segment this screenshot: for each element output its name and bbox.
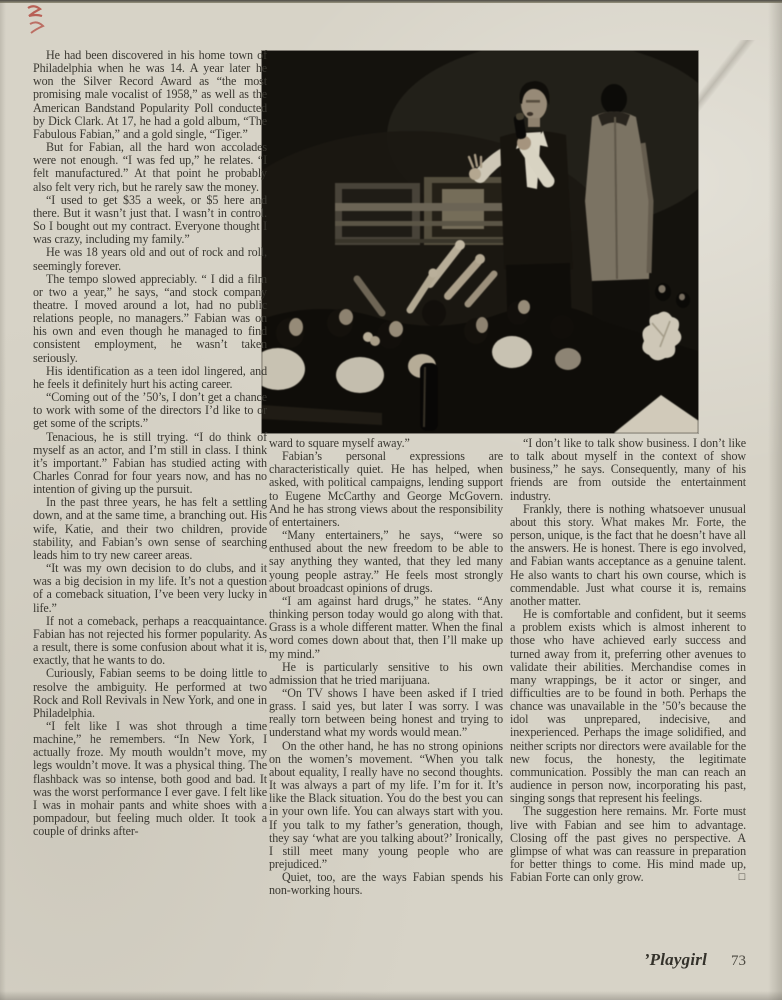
concert-photo [262, 51, 698, 433]
paragraph: He was 18 years old and out of rock and roll, seemingly forever. [33, 245, 267, 273]
paragraph: He is particularly sensitive to his own admission that he tried marijuana. [269, 659, 503, 687]
paragraph [510, 805, 746, 884]
page-left-edge [0, 0, 6, 1000]
paragraph-continuation: ward to square myself away.” [269, 436, 410, 450]
red-pen-mark [24, 2, 54, 38]
paragraph: He is comfortable and confident, but it seems a problem exists which is almost inherent to those who have achieved early success and turned away from it, preferring other avenues to validate their abilities. Merchandise comes in many wrappings, be it actor or singer, and difficulties are to be found in both. Perhaps the chance was unavailable in the ’50’s because the idol was unprepared, indecisive, and inexperienced. Perhaps the image solidified, and neither scripts nor directors were available for the new focus, the honesty, the legitimate communication. Possibly the man can reach an audience in person now, incorporating his past, singing songs that represent his feelings. [510, 607, 746, 806]
paragraph: “Many entertainers,” he says, “were so enthused about the new freedom to be able to say anything they wanted, that they led many young people astray.” He feels most strongly about broadcast opinions of drugs. [269, 528, 503, 595]
window-frames [335, 177, 516, 245]
page-bottom-edge [0, 991, 782, 1000]
page-top-edge [0, 0, 782, 3]
paragraph: Fabian’s personal expressions are characteristically quiet. He has helped, when asked, with political campaigns, lending support to Eugene McCarthy and George McGovern. And he has strong views about the responsibility of entertainers. [269, 449, 503, 529]
paragraph: If not a comeback, perhaps a reacquaintance. Fabian has not rejected his former popularity. As a result, there is some confusion about what it is, exactly, that he wants to do. [33, 613, 267, 668]
magazine-logo: ’Playgirl [643, 950, 707, 969]
article-column-3 [510, 437, 746, 884]
paragraph: “I used to get $35 a week, or $5 here and there. But it wasn’t just that. I wasn’t in control. So I bought out my contract. Everyone thought I was crazy, including my family.” [33, 192, 267, 247]
paragraph: Tenacious, he is still trying. “I do think of myself as an actor, and I’m still in class. I think it’s important.” Fabian has studied acting with Charles Conrad for four years now, and has no intention of giving up the pursuit. [33, 429, 267, 497]
paragraph: He had been discovered in his home town of Philadelphia when he was 14. A year later he won the Silver Record Award as “the most promising male vocalist of 1958,” as well as the American Bandstand Popularity Poll conducted by Dick Clark. At 17, he had a gold album, “The Fabulous Fabian,” and a gold single, “Tiger.” [33, 48, 267, 141]
paragraph: “Coming out of the ’50’s, I don’t get a chance to work with some of the directors I’d like to or get some of the scripts.” [33, 390, 267, 431]
paragraph: The tempo slowed appreciably. “ I did a film or two a year,” he says, “and stock company theatre. I moved around a lot, had no public relations people, no managers.” Fabian was on his own and even though he managed to find consistent employment, he wasn’t taken seriously. [33, 271, 267, 365]
concert-photo-art [262, 51, 698, 433]
page-number: 73 [731, 953, 746, 969]
paragraph: Quiet, too, are the ways Fabian spends his non-working hours. [269, 870, 503, 898]
paragraph-text: The suggestion here remains. Mr. Forte must live with Fabian and see him to advantage. Closing off the past gives no perspective. A glimpse of what was can reassure in preparation for better things to come. His mind made up, Fabian Forte can only grow. [510, 804, 746, 885]
paragraph: Frankly, there is nothing whatsoever unusual about this story. What makes Mr. Forte, the person, unique, is the fact that he doesn’t have all the answers. He is honest. There is ego involved, and Fabian wants acceptance as a genuine talent. He also wants to chart his own course, which is commendable. Just what course it is, remains another matter. [510, 501, 746, 608]
paragraph: In the past three years, he has felt a settling down, and at the same time, a branching out. His wife, Katie, and their two children, provide stability, and Fabian’s own sense of searching leads him to try new career areas. [33, 495, 267, 562]
paragraph: Curiously, Fabian seems to be doing little to resolve the ambiguity. He performed at two Rock and Roll Revivals in New York, and one in Philadelphia. [33, 666, 267, 720]
paragraph: On the other hand, he has no strong opinions on the women’s movement. “When you talk about equality, I really have no second thoughts. It was always a part of my life. I’m for it. It’s like the Black situation. You do the best you can in your own life. You can always start with you. If you talk to my father’s generation, though, they say ‘what are you talking about?’ Ironically, I still meet many young people who are prejudiced.” [269, 738, 503, 871]
end-of-article-mark: □ [738, 872, 745, 884]
page-footer [0, 950, 746, 970]
paragraph: But for Fabian, all the hard won accolades were not enough. “I was fed up,” he relates. “I felt manufactured.” At that point he probably also felt very rich, but he rarely saw the money. [33, 140, 267, 194]
paragraph: “On TV shows I have been asked if I tried grass. I said yes, but later I was sorry. I was really torn between being honest and trying to understand what my words would mean.” [269, 685, 503, 740]
paragraph: His identification as a teen idol lingered, and he feels it definitely hurt his acting career. [33, 363, 267, 391]
article-column-2 [269, 437, 503, 897]
paragraph: “It was my own decision to do clubs, and it was a big decision in my life. It’s not a question of a comeback situation, I’ve been very lucky in life.” [33, 561, 267, 615]
article-column-1 [33, 49, 267, 838]
paragraph: “I felt like I was shot through a time machine,” he remembers. “In New York, I actually froze. My mouth wouldn’t move, my legs wouldn’t move. It was a physical thing. The flashback was so intense, both good and bad. It was the worst performance I ever gave. I felt like I was in mohair pants and white shoes with a pompadour, but feeling much older. It took a couple of drinks after- [33, 718, 267, 839]
paragraph: “I don’t like to talk show business. I don’t like to talk about myself in the context of show business,” he says. Consequently, many of his friends are from outside the entertainment industry. [510, 436, 746, 503]
paragraph: “I am against hard drugs,” he states. “Any thinking person today would go along with that. Grass is a whole different matter. When the final word comes down about that, then I’ll make up my mind.” [269, 593, 503, 661]
